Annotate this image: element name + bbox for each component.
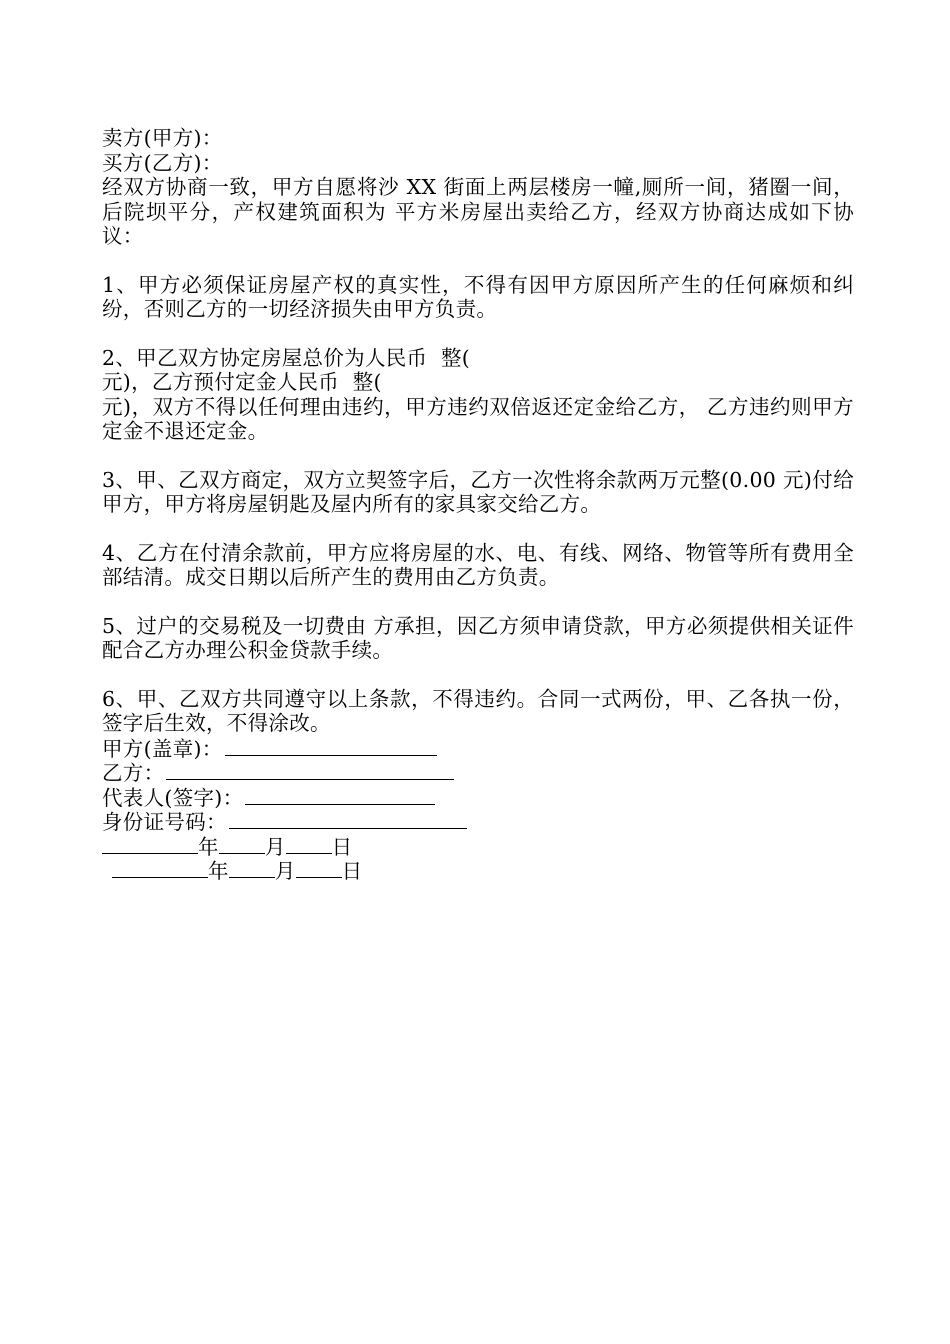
signature-id-number-label: 身份证号码： — [102, 810, 227, 834]
signature-representative-field[interactable] — [245, 785, 435, 805]
buyer-label: 买方(乙方)： — [102, 150, 223, 175]
date-month-field[interactable] — [219, 834, 265, 854]
clause-5: 5、过户的交易税及一切费由 方承担，因乙方须申请贷款，甲方必须提供相关证件配合乙方办理公积金贷款手续。 — [102, 613, 854, 662]
contract-document — [102, 126, 854, 883]
clause-2-line-3: 元)，双方不得以任何理由违约，甲方违约双倍返还定金给乙方， 乙方违约则甲方定金不退还定金。 — [102, 394, 854, 443]
signature-party-a-field[interactable] — [225, 736, 437, 756]
date-day-label: 日 — [341, 859, 363, 883]
clause-3: 3、甲、乙双方商定，双方立契签字后，乙方一次性将余款两万元整(0.00 元)付给甲方，甲方将房屋钥匙及屋内所有的家具家交给乙方。 — [102, 467, 854, 516]
signature-party-b-field[interactable] — [166, 760, 454, 780]
clause-6: 6、甲、乙双方共同遵守以上条款，不得违约。合同一式两份，甲、乙各执一份，签字后生效，不得涂改。 — [102, 686, 854, 735]
signature-party-b-label: 乙方： — [102, 761, 165, 785]
date-day-field[interactable] — [286, 834, 332, 854]
spacer — [102, 517, 854, 541]
signature-party-a — [102, 736, 854, 761]
signature-party-a-label: 甲方(盖章)： — [102, 736, 223, 761]
signature-representative-label: 代表人(签字)： — [102, 785, 244, 810]
date-year-label: 年 — [208, 859, 229, 883]
date-year-field[interactable] — [102, 834, 198, 854]
date-month-field[interactable] — [229, 858, 275, 878]
clause-2-line-1: 2、甲乙双方协定房屋总价为人民币 整( — [102, 345, 471, 370]
signature-representative — [102, 785, 854, 810]
clause-1: 1、甲方必须保证房屋产权的真实性，不得有因甲方原因所产生的任何麻烦和纠纷，否则乙方的一切经济损失由甲方负责。 — [102, 272, 854, 321]
spacer — [102, 322, 854, 346]
signature-party-b — [102, 760, 854, 785]
spacer — [102, 590, 854, 614]
spacer — [102, 249, 854, 273]
spacer — [102, 444, 854, 468]
date-month-label: 月 — [274, 859, 296, 883]
signature-id-number — [102, 809, 854, 834]
clause-2-line-2: 元)，乙方预付定金人民币 整( — [102, 370, 382, 394]
clause-4: 4、乙方在付清余款前，甲方应将房屋的水、电、有线、网络、物管等所有费用全部结清。成交日期以后所产生的费用由乙方负责。 — [102, 540, 854, 589]
signature-id-number-field[interactable] — [229, 809, 467, 829]
spacer — [102, 663, 854, 687]
date-line-2 — [102, 858, 854, 883]
date-line-1 — [102, 834, 854, 859]
seller-label: 卖方(甲方)： — [102, 126, 223, 150]
date-year-field[interactable] — [112, 858, 208, 878]
intro-paragraph: 经双方协商一致，甲方自愿将沙 XX 街面上两层楼房一幢,厕所一间，猪圈一间，后院坝平分，产权建筑面积为 平方米房屋出卖给乙方，经双方协商达成如下协议： — [102, 175, 854, 248]
date-year-label: 年 — [198, 834, 219, 859]
date-day-field[interactable] — [296, 858, 342, 878]
date-day-label: 日 — [331, 834, 353, 859]
date-month-label: 月 — [264, 834, 286, 859]
